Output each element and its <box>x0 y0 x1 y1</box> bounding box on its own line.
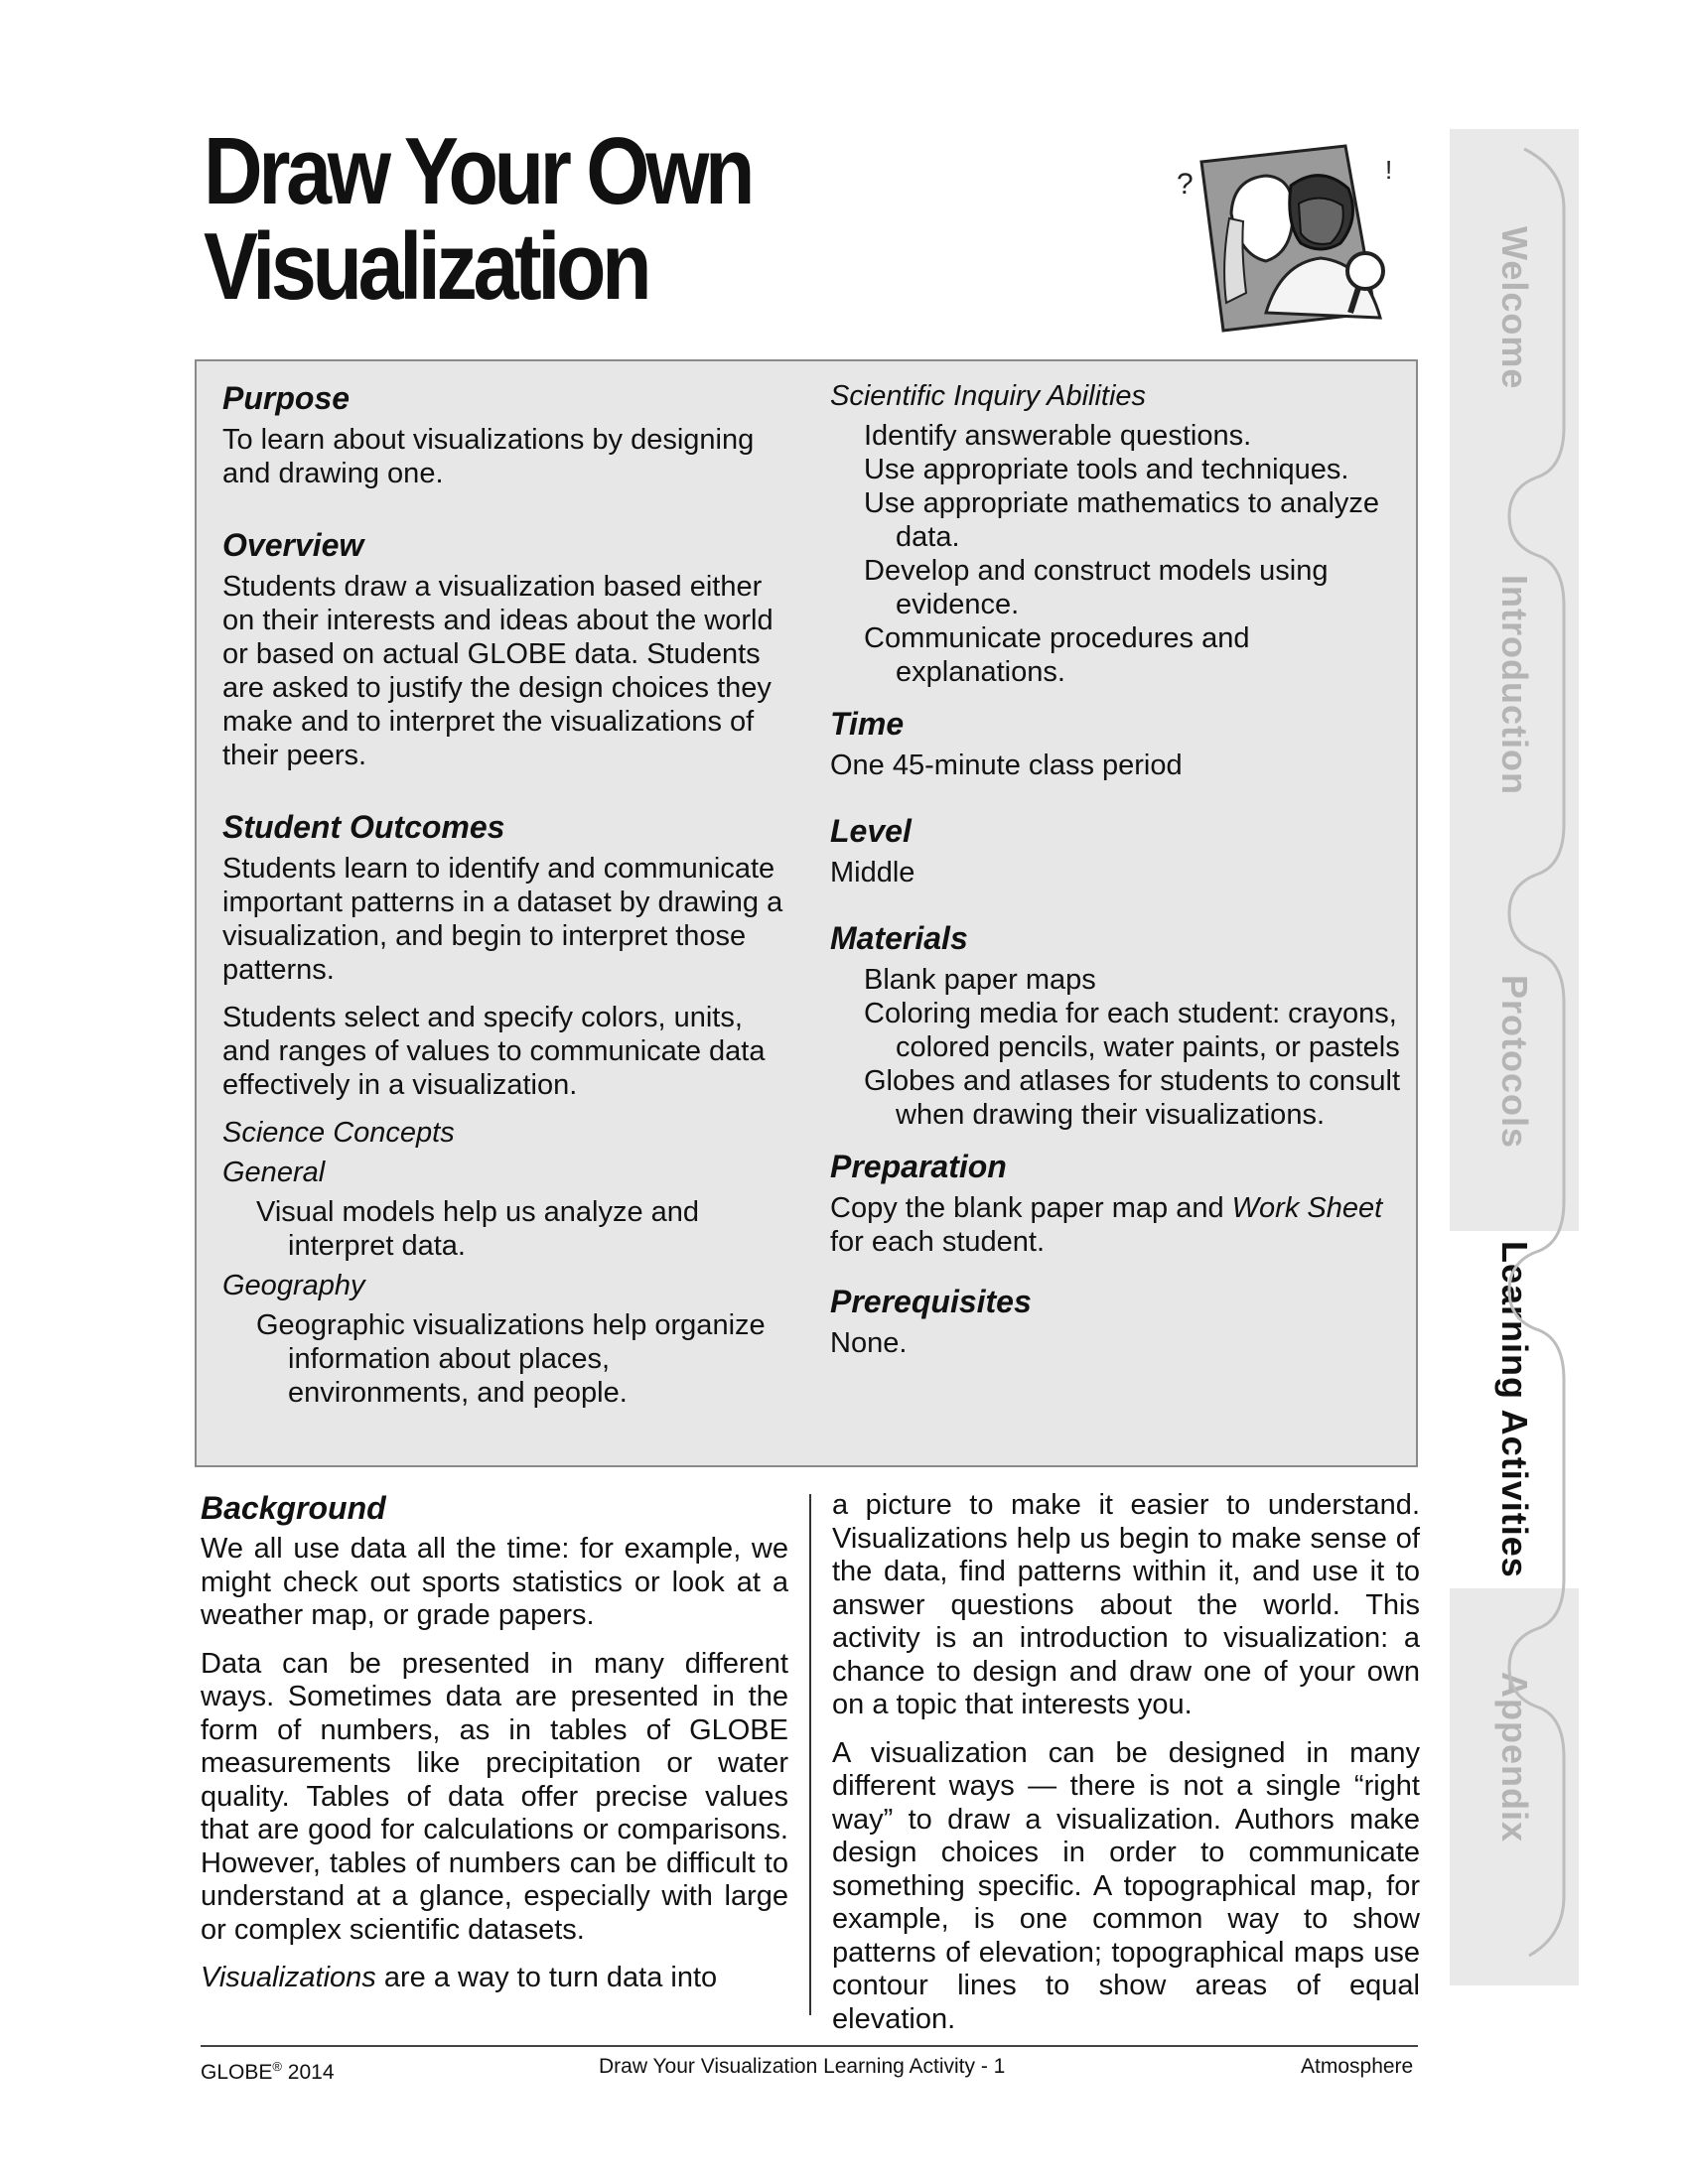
purpose-heading: Purpose <box>222 380 351 416</box>
footer-left: GLOBE® 2014 <box>201 2059 335 2084</box>
prerequisites-text: None. <box>830 1327 908 1359</box>
visualizations-term: Visualizations <box>201 1962 376 1993</box>
background-paragraph: Visualizations are a way to turn data into <box>201 1962 718 1993</box>
students-with-magnifier-illustration <box>1172 144 1410 333</box>
preparation-text: Copy the blank paper map and Work Sheet for each student. <box>830 1192 1383 1258</box>
inquiry-item: Identify answerable questions. <box>864 420 1252 452</box>
preparation-heading: Preparation <box>830 1149 1007 1184</box>
work-sheet-term: Work Sheet <box>1231 1192 1383 1224</box>
inquiry-item: Communicate procedures and explanations. <box>864 622 1250 688</box>
summary-left-column <box>222 379 798 1410</box>
science-concepts-heading: Science Concepts <box>222 1117 455 1149</box>
general-label: General <box>222 1157 326 1188</box>
footer-right: Atmosphere <box>1301 2055 1414 2078</box>
summary-box <box>195 359 1418 1467</box>
materials-heading: Materials <box>830 920 968 956</box>
level-text: Middle <box>830 857 915 888</box>
time-text: One 45-minute class period <box>830 750 1183 781</box>
general-item: Visual models help us analyze and interpret data. <box>256 1196 700 1262</box>
overview-text: Students draw a visualization based either on their interests and ideas about the world or based on actual GLOBE data. Students are asked to justify the design choices they make and to interpret the visualizations of their peers. <box>222 571 774 771</box>
background-heading: Background <box>201 1490 386 1526</box>
materials-item: Coloring media for each student: crayons, colored pencils, water paints, or pastels <box>864 998 1400 1063</box>
background-left-column <box>201 1489 788 2010</box>
background-right-column <box>832 1489 1420 2051</box>
inquiry-heading: Scientific Inquiry Abilities <box>830 380 1147 412</box>
geography-label: Geography <box>222 1270 365 1301</box>
background-paragraph: Data can be presented in many different ways. Sometimes data are presented in the form of numbers, as in tables of GLOBE measurements like precipitation or water quality. Tables of data offer precise values that are good for calculations or comparisons. However, tables of numbers can be difficult to understand at a glance, especially with large or complex scientific datasets. <box>201 1647 788 1946</box>
background-paragraph: We all use data all the time: for example, we might check out sports statistics or look at a weather map, or grade papers. <box>201 1533 788 1631</box>
tab-protocols[interactable]: Protocols <box>1494 975 1535 1150</box>
time-heading: Time <box>830 706 905 742</box>
footer-center: Draw Your Visualization Learning Activity - 1 <box>599 2055 1006 2078</box>
page-title <box>204 118 752 320</box>
student-outcomes-paragraph: Students learn to identify and communicate important patterns in a dataset by drawing a visualization, and begin to interpret those patterns. <box>222 853 783 986</box>
title-line-2: Visualization <box>204 213 648 320</box>
level-heading: Level <box>830 813 912 849</box>
svg-text:?: ? <box>1177 168 1194 201</box>
background-paragraph: a picture to make it easier to understand. Visualizations help us begin to make sense of the data, find patterns within it, and use it to answer questions about the world. This activity is an introduction to visualization: a chance to design and draw one of your own on a topic that interests you. <box>832 1489 1420 1720</box>
tab-introduction[interactable]: Introduction <box>1494 575 1535 795</box>
tab-appendix[interactable]: Appendix <box>1494 1671 1535 1843</box>
title-line-1: Draw Your Own <box>204 118 752 224</box>
column-divider <box>809 1494 811 2015</box>
inquiry-item: Develop and construct models using evidence. <box>864 555 1329 620</box>
tab-learning-activities[interactable]: Learning Activities <box>1450 1231 1579 1588</box>
inquiry-item: Use appropriate mathematics to analyze data. <box>864 487 1380 553</box>
tab-welcome[interactable]: Welcome <box>1494 225 1535 390</box>
materials-item: Globes and atlases for students to consult when drawing their visualizations. <box>864 1065 1401 1131</box>
inquiry-item: Use appropriate tools and techniques. <box>864 454 1349 485</box>
background-paragraph: A visualization can be designed in many different ways — there is not a single “right way” to draw a visualization. Authors make design choices in order to communicate something specific. A topographical map, for example, is one common way to show patterns of elevation; topographical maps use contour lines to show areas of equal elevation. <box>832 1736 1420 2035</box>
student-outcomes-paragraph: Students select and specify colors, units, and ranges of values to communicate data effectively in a visualization. <box>222 1002 766 1101</box>
purpose-text: To learn about visualizations by designing and drawing one. <box>222 424 755 489</box>
svg-text:!: ! <box>1385 155 1393 185</box>
materials-item: Blank paper maps <box>864 964 1096 996</box>
geography-item: Geographic visualizations help organize information about places, environments, and people. <box>256 1309 766 1409</box>
student-outcomes-heading: Student Outcomes <box>222 809 505 845</box>
prerequisites-heading: Prerequisites <box>830 1284 1032 1319</box>
summary-right-column <box>830 379 1406 1374</box>
overview-heading: Overview <box>222 527 364 563</box>
footer-rule <box>201 2045 1418 2047</box>
tab-divider-curves <box>1450 129 1579 1985</box>
